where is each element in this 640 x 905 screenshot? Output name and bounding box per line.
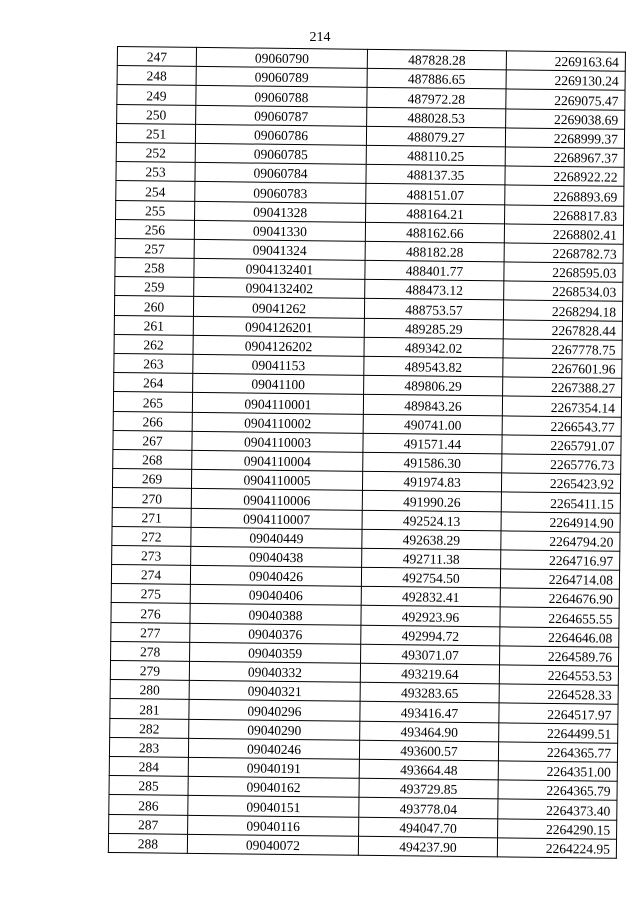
y-coordinate-cell: 2269163.64: [506, 51, 625, 72]
y-coordinate-cell: 2264794.20: [501, 531, 620, 552]
point-code-cell: 0904132402: [194, 278, 365, 299]
row-number-cell: 282: [110, 718, 189, 738]
point-code-cell: 09040116: [188, 815, 359, 836]
x-coordinate-cell: 491586.30: [363, 452, 502, 473]
point-code-cell: 09040438: [191, 546, 362, 567]
point-code-cell: 09040162: [188, 776, 359, 797]
row-number-cell: 279: [110, 660, 189, 680]
point-code-cell: 0904126201: [193, 316, 364, 337]
point-code-cell: 09060788: [196, 86, 367, 107]
point-code-cell: 09040296: [189, 700, 360, 721]
point-code-cell: 09060787: [196, 105, 367, 126]
x-coordinate-cell: 493778.04: [359, 798, 498, 819]
page-number: 214: [309, 30, 331, 45]
x-coordinate-cell: 494237.90: [358, 836, 497, 857]
y-coordinate-cell: 2269130.24: [506, 70, 625, 91]
row-number-cell: 283: [109, 737, 188, 757]
y-coordinate-cell: 2268782.73: [504, 243, 623, 264]
x-coordinate-cell: 489543.82: [364, 356, 503, 377]
row-number-cell: 255: [116, 200, 195, 220]
point-code-cell: 0904110001: [192, 393, 363, 414]
point-code-cell: 09060783: [195, 182, 366, 203]
row-number-cell: 248: [117, 66, 196, 86]
row-number-cell: 269: [112, 469, 191, 489]
x-coordinate-cell: 488473.12: [365, 280, 504, 301]
y-coordinate-cell: 2268534.03: [504, 281, 623, 302]
point-code-cell: 09040332: [189, 661, 360, 682]
x-coordinate-cell: 488753.57: [364, 299, 503, 320]
point-code-cell: 09040151: [188, 796, 359, 817]
row-number-cell: 265: [113, 392, 192, 412]
y-coordinate-cell: 2264365.79: [498, 780, 617, 801]
y-coordinate-cell: 2267828.44: [503, 320, 622, 341]
y-coordinate-cell: 2268802.41: [504, 224, 623, 245]
x-coordinate-cell: 492711.38: [362, 548, 501, 569]
row-number-cell: 256: [115, 219, 194, 239]
y-coordinate-cell: 2265776.73: [502, 454, 621, 475]
point-code-cell: 09040072: [187, 834, 358, 855]
point-code-cell: 09041100: [193, 374, 364, 395]
row-number-cell: 258: [115, 258, 194, 278]
row-number-cell: 268: [113, 449, 192, 469]
coordinates-table: [108, 46, 626, 859]
row-number-cell: 281: [110, 699, 189, 719]
x-coordinate-cell: 490741.00: [363, 414, 502, 435]
row-number-cell: 257: [115, 238, 194, 258]
x-coordinate-cell: 488164.21: [366, 203, 505, 224]
x-coordinate-cell: 489843.26: [363, 395, 502, 416]
point-code-cell: 0904110004: [192, 450, 363, 471]
y-coordinate-cell: 2264553.53: [499, 665, 618, 686]
row-number-cell: 273: [112, 545, 191, 565]
point-code-cell: 0904110005: [191, 469, 362, 490]
point-code-cell: 0904132401: [194, 258, 365, 279]
point-code-cell: 09040406: [190, 585, 361, 606]
y-coordinate-cell: 2264714.08: [500, 569, 619, 590]
point-code-cell: 09060786: [195, 124, 366, 145]
x-coordinate-cell: 488110.25: [366, 145, 505, 166]
y-coordinate-cell: 2264655.55: [500, 607, 619, 628]
row-number-cell: 275: [111, 584, 190, 604]
y-coordinate-cell: 2267601.96: [503, 358, 622, 379]
point-code-cell: 09041330: [194, 220, 365, 241]
point-code-cell: 09060785: [195, 143, 366, 164]
row-number-cell: 288: [108, 833, 187, 853]
y-coordinate-cell: 2267388.27: [503, 377, 622, 398]
row-number-cell: 277: [111, 622, 190, 642]
row-number-cell: 272: [112, 526, 191, 546]
row-number-cell: 263: [114, 353, 193, 373]
x-coordinate-cell: 494047.70: [359, 817, 498, 838]
y-coordinate-cell: 2269075.47: [506, 89, 625, 110]
row-number-cell: 262: [114, 334, 193, 354]
row-number-cell: 259: [115, 277, 194, 297]
y-coordinate-cell: 2267778.75: [503, 339, 622, 360]
row-number-cell: 285: [109, 776, 188, 796]
row-number-cell: 287: [109, 814, 188, 834]
x-coordinate-cell: 489285.29: [364, 318, 503, 339]
x-coordinate-cell: 488028.53: [367, 107, 506, 128]
row-number-cell: 260: [114, 296, 193, 316]
row-number-cell: 247: [117, 47, 196, 67]
y-coordinate-cell: 2264351.00: [498, 761, 617, 782]
y-coordinate-cell: 2264290.15: [498, 818, 617, 839]
point-code-cell: 09041153: [193, 354, 364, 375]
y-coordinate-cell: 2269038.69: [506, 108, 625, 129]
x-coordinate-cell: 493664.48: [359, 759, 498, 780]
point-code-cell: 09041262: [193, 297, 364, 318]
point-code-cell: 09060784: [195, 163, 366, 184]
x-coordinate-cell: 492994.72: [361, 625, 500, 646]
x-coordinate-cell: 493729.85: [359, 778, 498, 799]
x-coordinate-cell: 487828.28: [367, 49, 506, 70]
row-number-cell: 278: [111, 641, 190, 661]
point-code-cell: 09040426: [190, 565, 361, 586]
row-number-cell: 266: [113, 411, 192, 431]
row-number-cell: 270: [112, 488, 191, 508]
y-coordinate-cell: 2268294.18: [503, 300, 622, 321]
y-coordinate-cell: 2268967.37: [505, 147, 624, 168]
row-number-cell: 276: [111, 603, 190, 623]
y-coordinate-cell: 2268999.37: [505, 128, 624, 149]
y-coordinate-cell: 2264517.97: [499, 703, 618, 724]
x-coordinate-cell: 493283.65: [360, 682, 499, 703]
point-code-cell: 09040359: [190, 642, 361, 663]
x-coordinate-cell: 492638.29: [362, 529, 501, 550]
y-coordinate-cell: 2268595.03: [504, 262, 623, 283]
x-coordinate-cell: 493416.47: [360, 702, 499, 723]
point-code-cell: 09041324: [194, 239, 365, 260]
point-code-cell: 09040290: [189, 719, 360, 740]
row-number-cell: 280: [110, 680, 189, 700]
x-coordinate-cell: 491990.26: [362, 491, 501, 512]
x-coordinate-cell: 492832.41: [361, 587, 500, 608]
y-coordinate-cell: 2268817.83: [505, 204, 624, 225]
row-number-cell: 252: [116, 142, 195, 162]
table-body: [108, 47, 625, 859]
point-code-cell: 09041328: [195, 201, 366, 222]
point-code-cell: 0904110007: [191, 508, 362, 529]
y-coordinate-cell: 2268922.22: [505, 166, 624, 187]
point-code-cell: 0904126202: [193, 335, 364, 356]
y-coordinate-cell: 2265423.92: [501, 473, 620, 494]
y-coordinate-cell: 2264646.08: [500, 627, 619, 648]
point-code-cell: 0904110003: [192, 431, 363, 452]
point-code-cell: 09040388: [190, 604, 361, 625]
point-code-cell: 0904110006: [191, 489, 362, 510]
point-code-cell: 09060790: [196, 47, 367, 68]
row-number-cell: 249: [117, 85, 196, 105]
y-coordinate-cell: 2264676.90: [500, 588, 619, 609]
x-coordinate-cell: 487972.28: [367, 88, 506, 109]
x-coordinate-cell: 492524.13: [362, 510, 501, 531]
x-coordinate-cell: 491974.83: [362, 471, 501, 492]
row-number-cell: 264: [114, 373, 193, 393]
point-code-cell: 09040321: [189, 681, 360, 702]
y-coordinate-cell: 2268893.69: [505, 185, 624, 206]
point-code-cell: 09040246: [188, 738, 359, 759]
y-coordinate-cell: 2267354.14: [502, 396, 621, 417]
point-code-cell: 0904110002: [192, 412, 363, 433]
row-number-cell: 250: [117, 104, 196, 124]
x-coordinate-cell: 488162.66: [365, 222, 504, 243]
y-coordinate-cell: 2264499.51: [499, 722, 618, 743]
y-coordinate-cell: 2264365.77: [498, 742, 617, 763]
x-coordinate-cell: 493464.90: [360, 721, 499, 742]
x-coordinate-cell: 492923.96: [361, 606, 500, 627]
y-coordinate-cell: 2264224.95: [497, 838, 616, 859]
y-coordinate-cell: 2264716.97: [501, 550, 620, 571]
x-coordinate-cell: 488401.77: [365, 260, 504, 281]
row-number-cell: 251: [116, 123, 195, 143]
point-code-cell: 09040191: [188, 757, 359, 778]
x-coordinate-cell: 488079.27: [366, 126, 505, 147]
x-coordinate-cell: 491571.44: [363, 433, 502, 454]
x-coordinate-cell: 493219.64: [360, 663, 499, 684]
x-coordinate-cell: 493071.07: [361, 644, 500, 665]
y-coordinate-cell: 2265411.15: [501, 492, 620, 513]
y-coordinate-cell: 2266543.77: [502, 415, 621, 436]
point-code-cell: 09040449: [191, 527, 362, 548]
row-number-cell: 261: [114, 315, 193, 335]
x-coordinate-cell: 492754.50: [361, 567, 500, 588]
row-number-cell: 254: [116, 181, 195, 201]
x-coordinate-cell: 488151.07: [366, 184, 505, 205]
y-coordinate-cell: 2264589.76: [500, 646, 619, 667]
row-number-cell: 271: [112, 507, 191, 527]
x-coordinate-cell: 489806.29: [364, 376, 503, 397]
y-coordinate-cell: 2264528.33: [499, 684, 618, 705]
row-number-cell: 267: [113, 430, 192, 450]
x-coordinate-cell: 487886.65: [367, 69, 506, 90]
x-coordinate-cell: 488182.28: [365, 241, 504, 262]
x-coordinate-cell: 489342.02: [364, 337, 503, 358]
y-coordinate-cell: 2265791.07: [502, 435, 621, 456]
x-coordinate-cell: 493600.57: [359, 740, 498, 761]
row-number-cell: 253: [116, 162, 195, 182]
x-coordinate-cell: 488137.35: [366, 164, 505, 185]
row-number-cell: 274: [111, 565, 190, 585]
point-code-cell: 09040376: [190, 623, 361, 644]
y-coordinate-cell: 2264373.40: [498, 799, 617, 820]
row-number-cell: 284: [109, 756, 188, 776]
y-coordinate-cell: 2264914.90: [501, 511, 620, 532]
point-code-cell: 09060789: [196, 67, 367, 88]
row-number-cell: 286: [109, 795, 188, 815]
